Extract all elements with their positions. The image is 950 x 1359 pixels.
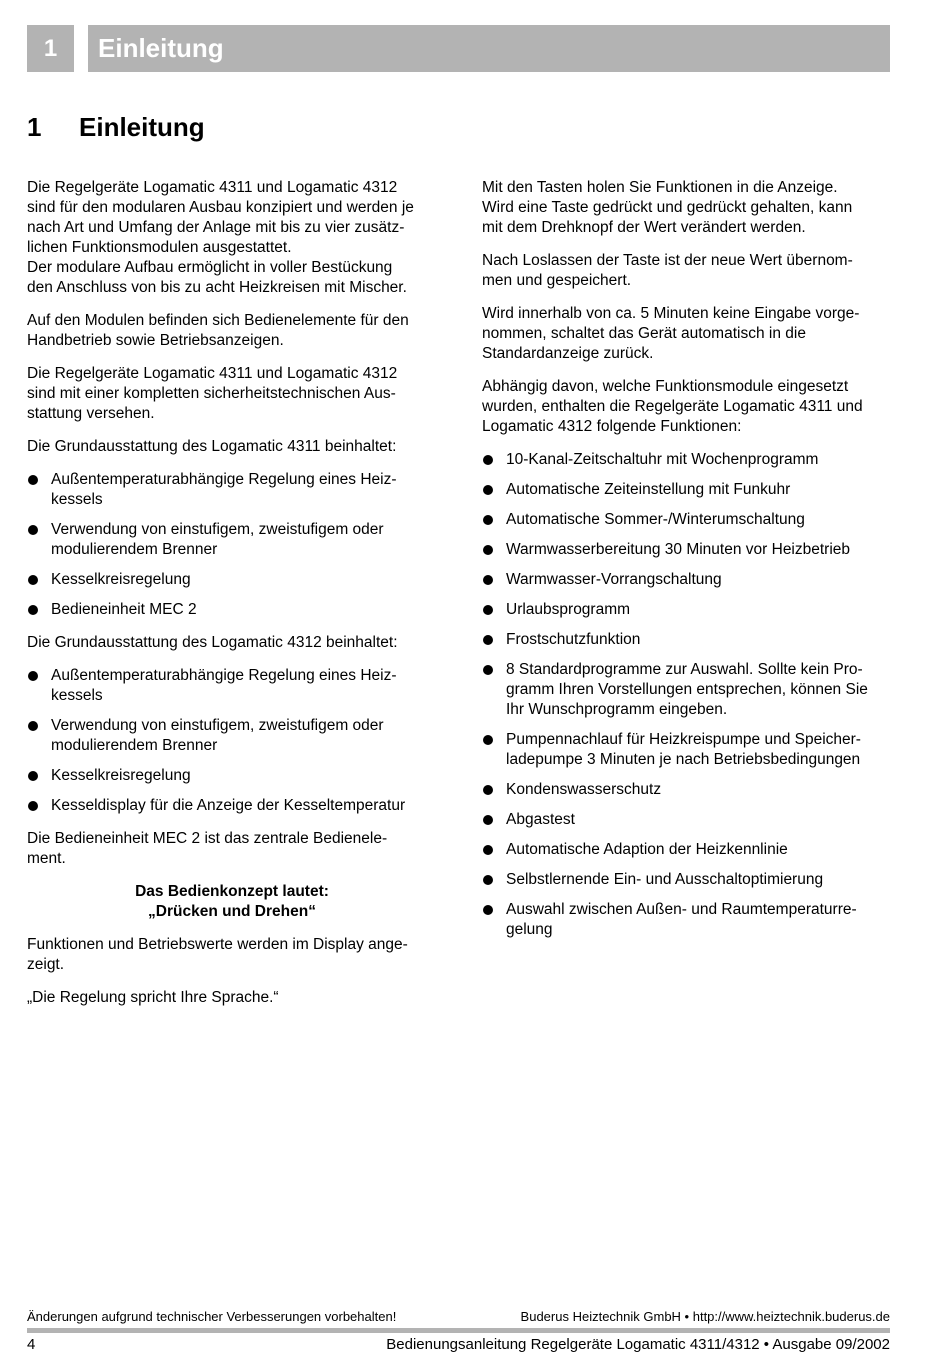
bullet-icon: [28, 671, 38, 681]
bullet-icon: [28, 721, 38, 731]
list-item: Auswahl zwischen Außen- und Raumtemperaturre- gelung: [482, 900, 892, 940]
display-paragraph: Funktionen und Betriebswerte werden im Display ange- zeigt.: [27, 936, 408, 973]
equipment-4312-list: [27, 666, 437, 816]
functions-intro: Abhängig davon, welche Funktionsmodule eingesetzt wurden, enthalten die Regelgeräte Logamatic 4311 und Logamatic 4312 folgende Funktionen:: [482, 378, 863, 435]
bullet-icon: [483, 515, 493, 525]
bullet-icon: [483, 735, 493, 745]
bullet-icon: [28, 771, 38, 781]
bullet-icon: [483, 575, 493, 585]
bullet-icon: [483, 815, 493, 825]
bullet-icon: [28, 575, 38, 585]
list-item: Kesseldisplay für die Anzeige der Kesseltemperatur: [27, 796, 437, 816]
list-item: Automatische Adaption der Heizkennlinie: [482, 840, 892, 860]
bullet-icon: [28, 475, 38, 485]
section-heading: [27, 112, 205, 143]
keys-paragraph: Mit den Tasten holen Sie Funktionen in die Anzeige. Wird eine Taste gedrückt und gedrückt gehalten, kann mit dem Drehknopf der Wert verändert werden.: [482, 179, 853, 236]
footer-company: Buderus Heiztechnik GmbH • http://www.heiztechnik.buderus.de: [520, 1309, 890, 1324]
list-item: Selbstlernende Ein- und Ausschaltoptimierung: [482, 870, 892, 890]
list-item: Verwendung von einstufigem, zweistufigem oder modulierendem Brenner: [27, 520, 437, 560]
bullet-icon: [28, 605, 38, 615]
safety-paragraph: Die Regelgeräte Logamatic 4311 und Logamatic 4312 sind mit einer kompletten sicherheitstechnischen Aus- stattung versehen.: [27, 365, 398, 422]
language-quote: „Die Regelung spricht Ihre Sprache.“: [27, 989, 279, 1006]
bullet-icon: [483, 875, 493, 885]
footer-divider: [27, 1328, 890, 1333]
footer-disclaimer: Änderungen aufgrund technischer Verbesserungen vorbehalten!: [27, 1309, 397, 1324]
chapter-number-tab: 1: [27, 25, 74, 72]
functions-list: [482, 450, 892, 940]
modules-paragraph: Auf den Modulen befinden sich Bedienelemente für den Handbetrieb sowie Betriebsanzeigen.: [27, 312, 409, 349]
list-item: Außentemperaturabhängige Regelung eines Heiz- kessels: [27, 470, 437, 510]
list-item: Automatische Zeiteinstellung mit Funkuhr: [482, 480, 892, 500]
list-item: Bedieneinheit MEC 2: [27, 600, 437, 620]
list-item: 8 Standardprogramme zur Auswahl. Sollte kein Pro- gramm Ihren Vorstellungen entsprechen, können Sie Ihr Wunschprogramm eingeben.: [482, 660, 892, 720]
list-item: Frostschutzfunktion: [482, 630, 892, 650]
list-item: Außentemperaturabhängige Regelung eines Heiz- kessels: [27, 666, 437, 706]
equipment-4312-intro: Die Grundausstattung des Logamatic 4312 beinhaltet:: [27, 634, 398, 651]
page-number: 4: [27, 1336, 36, 1353]
section-number: 1: [27, 112, 42, 142]
bullet-icon: [483, 455, 493, 465]
list-item: Warmwasser-Vorrangschaltung: [482, 570, 892, 590]
bullet-icon: [483, 665, 493, 675]
equipment-4311-intro: Die Grundausstattung des Logamatic 4311 beinhaltet:: [27, 438, 397, 455]
bullet-icon: [28, 525, 38, 535]
intro-paragraph: Die Regelgeräte Logamatic 4311 und Logamatic 4312 sind für den modularen Ausbau konzipiert und werden je nach Art und Umfang der Anlage mit bis zu vier zusätz- lichen Funktionsmodulen ausgestattet. Der modulare Aufbau ermöglicht in voller Bestückung den Anschluss von bis zu acht Heizkreisen mit Mischer.: [27, 179, 414, 296]
equipment-4311-list: [27, 470, 437, 620]
list-item: Kondenswasserschutz: [482, 780, 892, 800]
operating-concept: Das Bedienkonzept lautet: „Drücken und Drehen“: [135, 883, 329, 920]
bullet-icon: [483, 905, 493, 915]
list-item: Automatische Sommer-/Winterumschaltung: [482, 510, 892, 530]
left-column: [27, 178, 437, 1021]
mec2-paragraph: Die Bedieneinheit MEC 2 ist das zentrale Bedienele- ment.: [27, 830, 388, 867]
list-item: Warmwasserbereitung 30 Minuten vor Heizbetrieb: [482, 540, 892, 560]
list-item: Verwendung von einstufigem, zweistufigem oder modulierendem Brenner: [27, 716, 437, 756]
bullet-icon: [483, 785, 493, 795]
list-item: Urlaubsprogramm: [482, 600, 892, 620]
list-item: Kesselkreisregelung: [27, 766, 437, 786]
bullet-icon: [483, 845, 493, 855]
bullet-icon: [483, 635, 493, 645]
list-item: 10-Kanal-Zeitschaltuhr mit Wochenprogramm: [482, 450, 892, 470]
chapter-title-bar: Einleitung: [88, 25, 890, 72]
bullet-icon: [483, 545, 493, 555]
list-item: Abgastest: [482, 810, 892, 830]
bullet-icon: [483, 485, 493, 495]
release-paragraph: Nach Loslassen der Taste ist der neue Wert übernom- men und gespeichert.: [482, 252, 853, 289]
document-title: Bedienungsanleitung Regelgeräte Logamatic 4311/4312 • Ausgabe 09/2002: [386, 1336, 890, 1353]
right-column: [482, 178, 892, 953]
timeout-paragraph: Wird innerhalb von ca. 5 Minuten keine Eingabe vorge- nommen, schaltet das Gerät automatisch in die Standardanzeige zurück.: [482, 305, 860, 362]
bullet-icon: [28, 801, 38, 811]
bullet-icon: [483, 605, 493, 615]
list-item: Kesselkreisregelung: [27, 570, 437, 590]
section-title: Einleitung: [79, 112, 205, 142]
list-item: Pumpennachlauf für Heizkreispumpe und Speicher- ladepumpe 3 Minuten je nach Betriebsbedingungen: [482, 730, 892, 770]
